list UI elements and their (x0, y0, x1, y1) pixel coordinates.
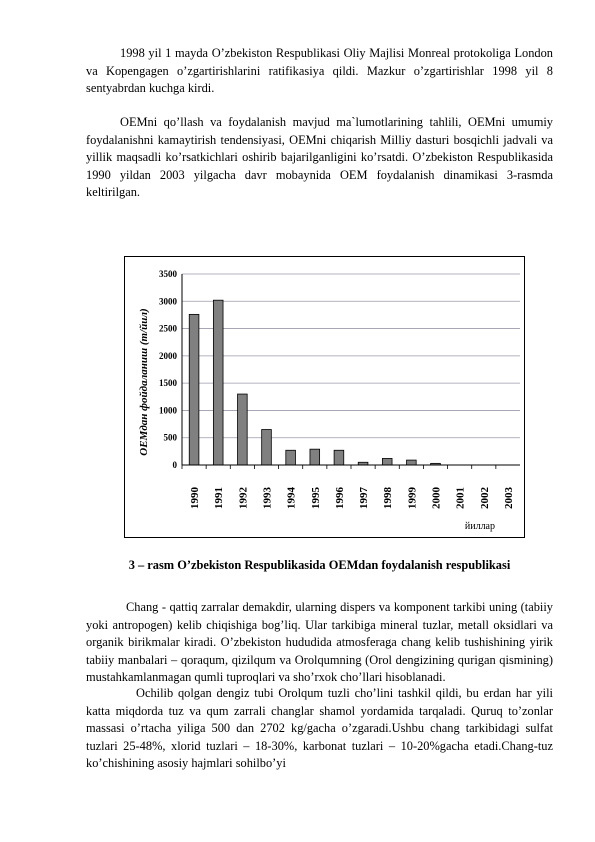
x-tick-label: 1996 (333, 487, 346, 509)
bar (407, 460, 417, 465)
bar (382, 458, 392, 465)
figure-caption: 3 – rasm O’zbekiston Respublikasida OEMdan foydalanish respublikasi (128, 558, 511, 572)
oem-usage-chart (124, 256, 525, 538)
x-tick-label: 1992 (237, 487, 250, 509)
x-tick-label: 1995 (309, 487, 322, 509)
bar (334, 450, 344, 465)
x-tick-label: 1994 (285, 487, 298, 509)
bar (189, 314, 199, 465)
y-axis-label: ОЕМдан фойдаланиш (т/йил) (138, 308, 150, 456)
chart-svg (125, 257, 524, 537)
bars (189, 300, 440, 465)
y-tick-label: 1500 (159, 378, 177, 389)
x-tick-label: 1997 (358, 487, 371, 509)
x-axis-label: йиллар (464, 521, 495, 532)
paragraph-oem-analysis: OEMni qo’llash va foydalanish mavjud ma`lumotlarining tahlili, OEMni umumiy foydalanishni kamaytirish tendensiyasi, OEMni chiqarish Milliy dasturi bosqichli jadvali va yillik maqsadli ko’rsatkichlari oshirib bajarilganligini ko’rsatdi. O’zbekiston Respublikasida 1990 yildan 2003 yilgacha davr mobaynida OEM foydalanish dinamikasi 3-rasmda keltirilgan. (86, 115, 553, 200)
paragraph-dust-composition: Chang - qattiq zarralar demakdir, ularning dispers va komponent tarkibi uning (tabiiy yoki antropogen) kelib chiqishiga bog’liq. Ular tarkibiga mineral tuzlar, metall oksidlari va organik birikmalar kiradi. O’zbekiston hududida atmosferaga chang kelib tushishining yirik tabiiy manbalari – qoraqum, qizilqum va Orolqumning (Orol dengizining qurigan qismining) mustahkamlanmagan qumli tuproqlari va sho’rxok cho’llari hisoblanadi. (86, 600, 553, 685)
bar (238, 394, 248, 465)
x-tick-label: 1991 (213, 487, 226, 509)
paragraph-aral-dust: Ochilib qolgan dengiz tubi Orolqum tuzli cho’lini tashkil qildi, bu erdan har yili katta miqdorda tuz va qum zarrali changlar shamol yordamida tarqaladi. Quruq to’zonlar massasi o’rtacha yiliga 500 dan 2702 kg/gacha o’zgaradi.Ushbu chang tarkibidagi sulfat tuzlari 25-48%, xlorid tuzlari – 18-30%, karbonat tuzlari – 10-20%gacha etadi.Chang-tuz ko’chishining asosiy hajmlari sohilbo’yi (86, 686, 553, 771)
x-tick-label: 1999 (406, 487, 419, 509)
grid-lines (182, 274, 520, 465)
x-tick-label: 2000 (430, 487, 443, 509)
bar (286, 450, 296, 465)
y-tick-label: 2000 (159, 350, 177, 361)
y-tick-label: 2500 (159, 323, 177, 334)
x-tick-label: 1993 (261, 487, 274, 509)
x-tick-label: 1990 (189, 487, 202, 509)
y-tick-label: 0 (172, 460, 177, 470)
y-tick-label: 3000 (159, 296, 177, 307)
y-tick-label: 3500 (159, 269, 177, 279)
y-tick-label: 500 (163, 432, 177, 443)
x-tick-label: 1998 (382, 487, 395, 509)
bar (310, 449, 320, 465)
x-tick-label: 2001 (454, 487, 467, 509)
x-tick-label: 2002 (478, 487, 491, 509)
bar (262, 430, 272, 465)
bar (213, 300, 223, 465)
paragraph-ratification: 1998 yil 1 mayda O’zbekiston Respublikasi Oliy Majlisi Monreal protokoliga London va Kopengagen o’zgartirishlarini ratifikasiya qildi. Mazkur o’zgartirishlar 1998 yil 8 sentyabrdan kuchga kirdi. (86, 46, 553, 96)
x-tick-label: 2003 (502, 487, 515, 509)
y-tick-label: 1000 (159, 405, 177, 416)
